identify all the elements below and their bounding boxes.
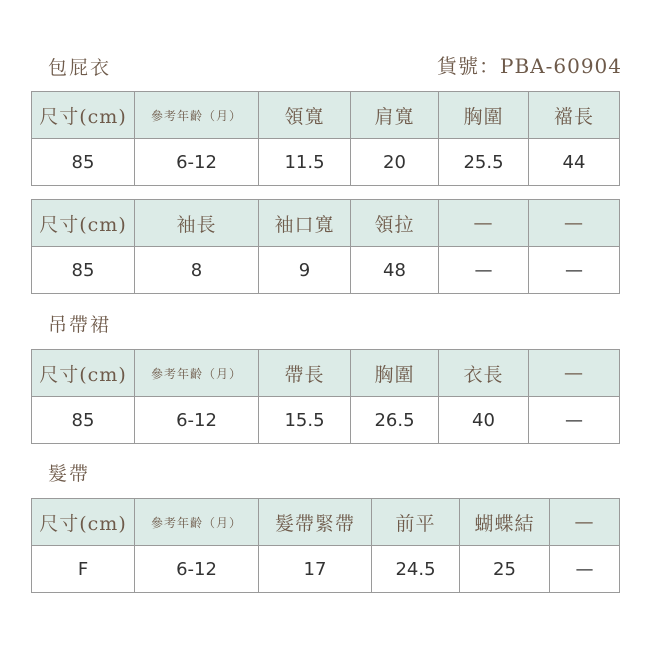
value-cell: — [439, 247, 529, 294]
value-cell: 48 [351, 247, 439, 294]
header-cell: 衣長 [439, 350, 529, 397]
value-cell: 17 [259, 546, 372, 593]
value-cell: 85 [32, 247, 135, 294]
header-cell: — [529, 200, 620, 247]
table-row [32, 397, 620, 444]
value-cell: 25 [460, 546, 550, 593]
table-row [32, 247, 620, 294]
table-header-row [32, 200, 620, 247]
header-cell: — [439, 200, 529, 247]
size-table-overall-dress [31, 349, 620, 444]
header-cell: 袖長 [135, 200, 259, 247]
value-cell: 26.5 [351, 397, 439, 444]
header-cell: 領拉 [351, 200, 439, 247]
size-table-bodysuit-2 [31, 199, 620, 294]
header-cell: 參考年齡（月） [135, 92, 259, 139]
table-row [32, 139, 620, 186]
header-cell: 尺寸(cm) [32, 350, 135, 397]
header-cell: 帶長 [259, 350, 351, 397]
value-cell: 6-12 [135, 397, 259, 444]
header-cell: 胸圍 [439, 92, 529, 139]
header-cell: 髮帶緊帶 [259, 499, 372, 546]
item-number: 貨號：PBA-60904 [437, 54, 622, 78]
size-table-headband [31, 498, 620, 593]
header-cell: — [550, 499, 620, 546]
header-cell: 尺寸(cm) [32, 92, 135, 139]
header-cell: 蝴蝶結 [460, 499, 550, 546]
header-cell: 襠長 [529, 92, 620, 139]
value-cell: 40 [439, 397, 529, 444]
value-cell: F [32, 546, 135, 593]
header-cell: 前平 [372, 499, 460, 546]
header-cell: 袖口寬 [259, 200, 351, 247]
value-cell: 11.5 [259, 139, 351, 186]
section-title-overall-dress: 吊帶裙 [48, 314, 112, 336]
value-cell: 9 [259, 247, 351, 294]
value-cell: 6-12 [135, 546, 259, 593]
header-cell: — [529, 350, 620, 397]
header-cell: 胸圍 [351, 350, 439, 397]
section-title-bodysuit: 包屁衣 [48, 57, 112, 79]
value-cell: — [529, 397, 620, 444]
section-title-headband: 髮帶 [48, 463, 91, 485]
header-cell: 參考年齡（月） [135, 350, 259, 397]
value-cell: 25.5 [439, 139, 529, 186]
table-header-row [32, 499, 620, 546]
value-cell: 20 [351, 139, 439, 186]
value-cell: — [529, 247, 620, 294]
value-cell: 24.5 [372, 546, 460, 593]
table-header-row [32, 92, 620, 139]
size-table-bodysuit-1 [31, 91, 620, 186]
header-cell: 尺寸(cm) [32, 499, 135, 546]
value-cell: 15.5 [259, 397, 351, 444]
header-cell: 領寬 [259, 92, 351, 139]
value-cell: 85 [32, 139, 135, 186]
value-cell: 44 [529, 139, 620, 186]
value-cell: 8 [135, 247, 259, 294]
table-row [32, 546, 620, 593]
header-cell: 參考年齡（月） [135, 499, 259, 546]
value-cell: — [550, 546, 620, 593]
value-cell: 85 [32, 397, 135, 444]
value-cell: 6-12 [135, 139, 259, 186]
header-cell: 尺寸(cm) [32, 200, 135, 247]
header-cell: 肩寬 [351, 92, 439, 139]
table-header-row [32, 350, 620, 397]
